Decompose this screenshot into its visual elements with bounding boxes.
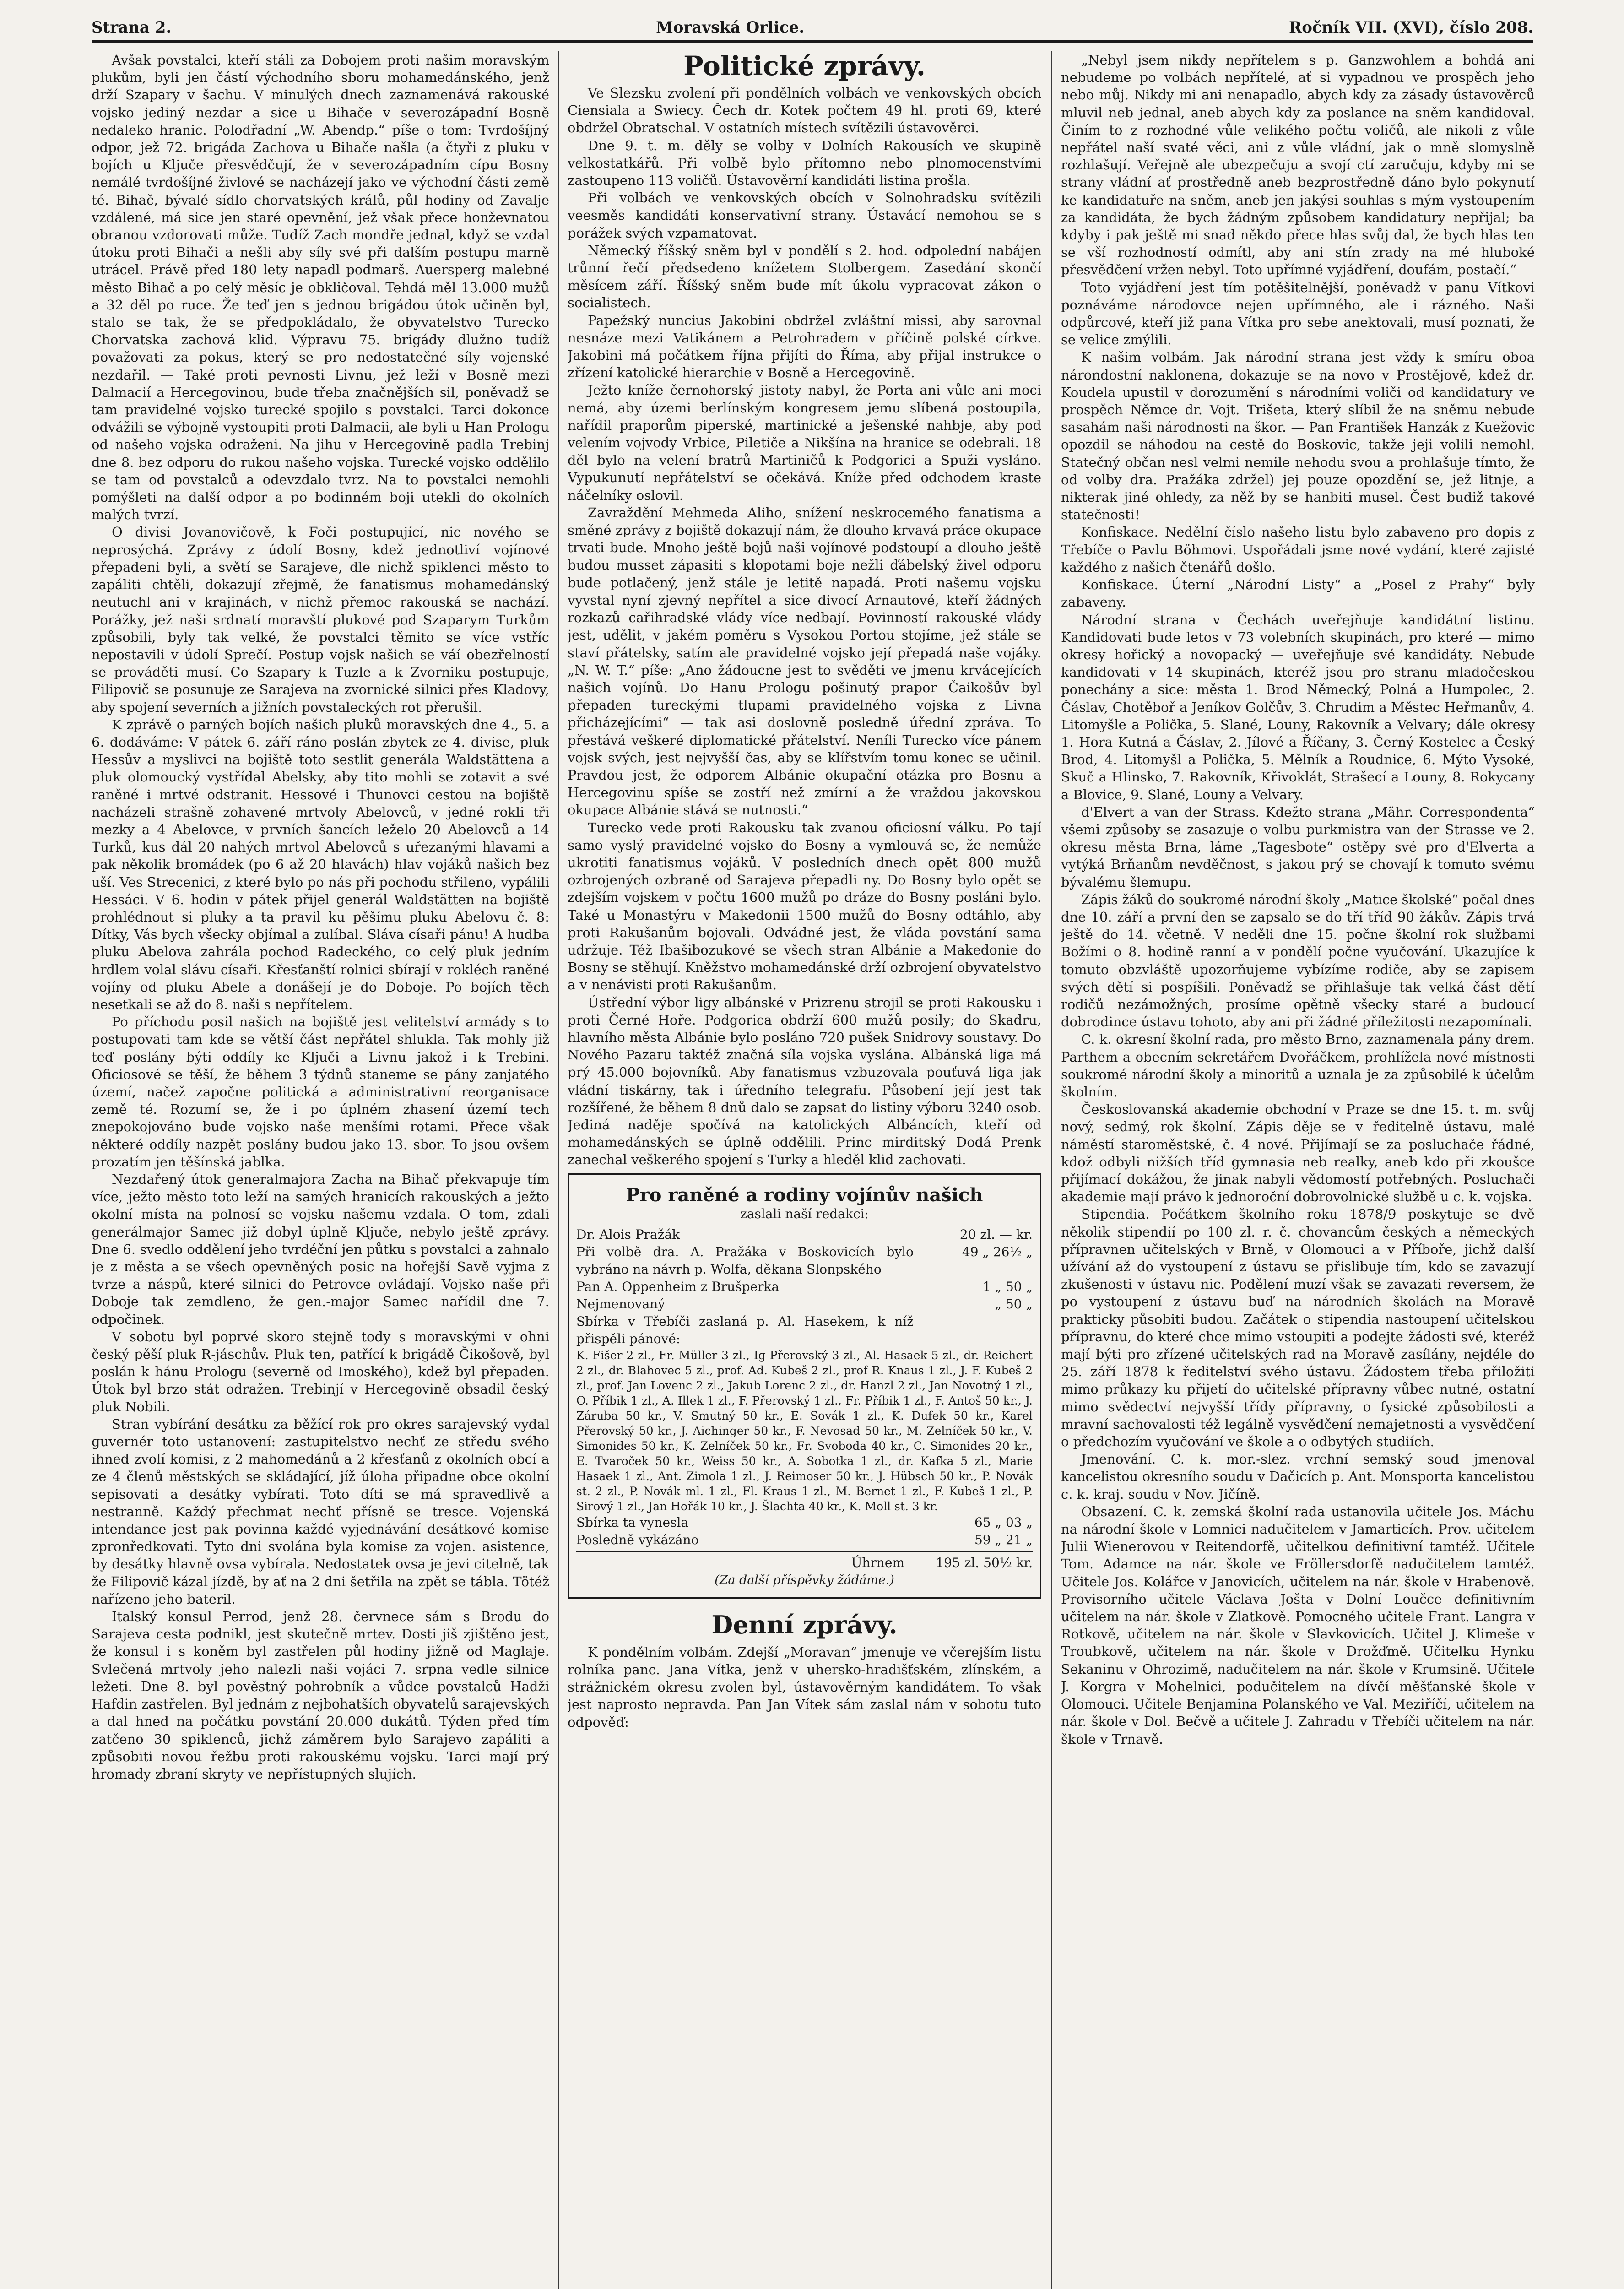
donor-name: Při volbě dra. A. Pražáka v Boskovicích bylo vybráno na návrh p. Wolfa, děkana Slonpského bbox=[576, 1244, 914, 1277]
article-paragraph: Německý říšský sněm byl v pondělí s 2. hod. odpolední nabájen trůnní řečí předsedeno knížetem Stolbergem. Zasedání skončí měsícem září. Říšský sněm bude mít úkolu vypracovat zákon o socialistech. bbox=[568, 242, 1041, 311]
donation-row bbox=[576, 1278, 1033, 1296]
donor-name: Pan A. Oppenheim z Brušperka bbox=[576, 1279, 780, 1294]
donation-amount bbox=[914, 1313, 1033, 1348]
issue-info: Ročník VII. (XVI), číslo 208. bbox=[1288, 18, 1533, 37]
article-paragraph: Jmenování. C. k. mor.-slez. vrchní semský soud jmenoval kancelistou okresního soudu v Dačicích p. Ant. Monsporta kancelistou c. k. kraj. soudu v Nov. Jičíně. bbox=[1061, 1451, 1535, 1502]
contributors-list: K. Fišer 2 zl., Fr. Müller 3 zl., Ig Přerovský 3 zl., Al. Hasaek 5 zl., dr. Reichert 2 zl., dr. Blahovec 5 zl., prof. Ad. Kubeš 2 zl., prof R. Knaus 1 zl., J. F. Kubeš 2 zl., prof. Jan Lovenc 2 zl., Jakub Lorenc 2 zl., dr. Hanzl 2 zl., Jan Novotný 1 zl., O. Příbik 1 zl., A. Illek 1 zl., F. Přerovský 1 zl., Fr. Příbik 1 zl., F. Antoš 50 kr., J. Záruba 50 kr., V. Smutný 50 kr., E. Sovák 1 zl., K. Dufek 50 kr., Karel Přerovský 50 kr., J. Aichinger 50 kr., F. Nevosad 50 kr., M. Zelníček 50 kr., V. Simonides 50 kr., K. Zelníček 50 kr., Fr. Svoboda 40 kr., C. Simonides 20 kr., E. Tvaroček 50 kr., Weiss 50 kr., A. Sobotka 1 zl., dr. Kafka 5 zl., Marie Hasaek 1 zl., Ant. Zimola 1 zl., J. Reimoser 50 kr., J. Hübsch 50 kr., P. Novák st. 2 zl., P. Novák ml. 1 zl., Fl. Kraus 1 zl., M. Bernet 1 zl., F. Kubeš 1 zl., P. Sirový 1 zl., Jan Hořák 10 kr., J. Šlachta 40 kr., K. Moll st. 3 kr. bbox=[576, 1348, 1033, 1513]
column-1 bbox=[92, 51, 549, 2289]
article-paragraph: Turecko vede proti Rakousku tak zvanou oficiosní válku. Po tají samo vyslý pravidelné vojsko do Bosny a vymlouvá se, že nemůže ukrotiti fanatismus vojáků. V posledních dnech opět 800 mužů ozbrojených ozbraně od Sarajeva přepadli ny. Do Bosny bylo opět se zdejším vojskem v počtu 1600 mužů po dráze do Bosny posláni bylo. Také u Monastýru v Makedonii 1500 mužů do Bosny odtáhlo, aby proti Rakušanům bojovali. Odvádné jest, že vláda povstání sama udržuje. Též Ibašibozukové se všech stran Albánie a Makedonie do Bosny se stěhují. Kněžstvo mohamedánské drží ozbrojení obyvatelstvo a v nenávisti proti Rakušanům. bbox=[568, 819, 1041, 993]
article-paragraph: Zápis žáků do soukromé národní školy „Matice školské“ počal dnes dne 10. září a první den se zapsalo se do tří tříd 90 žákův. Zápis trvá ještě do 14. včetně. V neděli dne 15. počne školní rok službami Božími o 8. hodině ranní a v pondělí počne vyučování. Ukazujíce k tomuto obzvláště upozorňujeme vybízíme rodiče, aby se zapisem svých dětí si pospíšili. Poněvadž se přihlašuje tak velká část dětí rodičů nezámožných, prosíme opětně všecky staré a budoucí dobrodince ústavu tohoto, aby ani při žádné příležitosti nezapomínali. bbox=[1061, 891, 1535, 1030]
subtotal-label: Sbírka ta vynesla bbox=[576, 1514, 689, 1530]
newspaper-title: Moravská Orlice. bbox=[656, 18, 805, 37]
previous-label: Posledně vykázáno bbox=[576, 1532, 699, 1547]
article-paragraph: K zprávě o parných bojích našich pluků moravských dne 4., 5. a 6. dodáváme: V pátek 6. září ráno poslán zbytek ze 4. divise, pluk Hessův a myslivci na bojiště toto sestlit generála Waldstättena a pluk olomoucký vystřídal Abelsky, aby tito mohli se zotavit a své raněné i mrtvé odstranit. Hessové i Thunovci cestou na bojiště nacházeli strašně zohavené mrtvoly Abelovců, v jedné rokli tři mezky a 4 Abelovce, v prvních šancích leželo 20 Abelovců a 14 Turků, kus dál 20 nahých mrtvol Abelovců s uřezanými hlavami a pak několik bromádek (po 6 až 20 hlavách) hlav vojáků našich bez uší. Ves Strecenici, z které bylo po nás při pochodu střileno, vypálili Hessáci. V 6. hodin v pátek přijel generál Waldstätten na bojiště prohlédnout si pluky a ta pravil ku pěšímu pluku Abelovu č. 8: Dítky, Vás bych všecky objímal a zulíbal. Sláva císaři pánu! A hudba pluku Abelova zahrála pochod Radeckého, co celý pluk jedním hrdlem volal slávu císaři. Křesťanští rolnici sbírají v rokléch raněné vojíny od pluku Abele a donášejí je do Doboje. Po bojích těch nesetkali se až do 8. naši s nepřítelem. bbox=[92, 716, 549, 1012]
donation-row bbox=[576, 1243, 1033, 1278]
donation-amount: 20 zl. — kr. bbox=[959, 1226, 1033, 1242]
article-paragraph: Ve Slezsku zvolení při pondělních volbách ve venkovských obcích Ciensiala a Swiecy. Čech dr. Kotek počtem 49 hl. proti 69, které obdržel Obratschal. V ostatních místech svítězili ústavověrci. bbox=[568, 85, 1041, 136]
donations-subtitle: zaslali naší redakci: bbox=[740, 1206, 869, 1221]
column-3 bbox=[1061, 51, 1535, 2289]
article-paragraph: „Nebyl jsem nikdy nepřítelem s p. Ganzwohlem a bohdá ani nebudeme po volbách nepřítelé, ať si vypadnou ve prospěch jeho nebo můj. Nikdy mi ani nenapadlo, abych kdy za zásady ústavověrců mluvil neb jednal, aneb abych kdy za poslance na sněm kandidoval. Činím to z rozhodné vůle velikého počtu voličů, ale nikoli z vůle nepřátel naší svaté věci, ani z vůle vládní, jak o mně slomyslně rozhlašují. Veřejně ale ubezpečuju a svojí ctí zaručuju, kdyby mi se strany vládní ať prostředně aneb bezprostředně dáno bylo pokynutí ke kandidatuře na sněm, aneb jen jakýsi souhlas s mým vystoupením za kandidáta, že bych žádným způsobem kandidatury nepřijal; ba kdyby i pak ještě mi snad někdo přece hlas svůj dal, že bych hlas ten se vší rozhodností odmítl, aby ani stín zrady na mé hluboké přesvědčení vržen nebyl. Toto upřímné vyjádření, doufám, postačí.“ bbox=[1061, 52, 1535, 278]
article-paragraph: K pondělním volbám. Zdejší „Moravan“ jmenuje ve včerejším listu rolníka panc. Jana Vítka, jenž v uhersko-hradišťském, zlínském, a strážnickém okresu zvolen byl, ústavověrným kandidátem. To však jest naprosto nepravda. Pan Jan Vítek sám zaslal nám v sobotu tuto odpověď: bbox=[568, 1644, 1041, 1730]
donation-row bbox=[576, 1296, 1033, 1313]
previous-amount: 59 „ 21 „ bbox=[974, 1532, 1033, 1547]
article-paragraph: d'Elvert a van der Strass. Kdežto strana „Mähr. Correspondenta“ všemi způsoby se zasazuje o volbu purkmistra van der Strasse ve 2. okresu města Brna, láme „Tagesbote“ ostěpy své pro d'Elverta a vytýká Brňanům nevděčnost, s jakou prý se chovají k tomuto svému bývalému šlemupu. bbox=[1061, 804, 1535, 890]
section-heading-politics: Politické zprávy. bbox=[683, 51, 926, 81]
total-amount: 195 zl. 50½ kr. bbox=[936, 1555, 1033, 1570]
article-paragraph: Českoslovanská akademie obchodní v Praze se dne 15. t. m. svůj nový, sedmý, rok školní. Zápis děje se v ředitelně ústavu, malé náměstí staroměstské, č. 4 nové. Přijímají se za posluchače řádné, kdož odbyli nižších tříd gymnasia neb realky, aneb kdo při zkoušce přijímací dokážou, že jinak nabyli vědomostí potřebných. Posluchači akademie mají právo k jednoroční dobrovolnické službě u c. k. vojska. bbox=[1061, 1101, 1535, 1205]
article-paragraph: Avšak povstalci, kteří stáli za Dobojem proti našim moravským plukům, byli jen částí východního sboru mohamedánského, jenž drží Szapary v šachu. V minulých dnech zaznamenává rakouské vojsko jediný nezdar a sice u Bihače v severozápadní Bosně nedaleko hranic. Polodřadní „W. Abendp.“ píše o tom: Tvrdošíjný odpor, jež 72. brigáda Zachova u Bihače našla (a čtyři z pluku v bojích u Ključe přesvědčují, že v severozápadním cípu Bosny nemálé tvrdošíjné živlové se nacházejí jako ve východní části země té. Bihač, bývalé sídlo chorvatských králů, půl hodiny od Zavalje vzdálené, má sice jen staré opevnění, jež však přece honževnatou obranou vzdorovati může. Tudíž Zach mondře jednal, když se vzdal útoku proti Bihači a nešli aby síly své při dalším postupu marně utrácel. Právě před 180 lety napadl podmarš. Auersperg malebné město Bihač a po celý měsíc je obkličoval. Tehdá měl 13.000 mužů a 32 děl po ruce. Že teď jen s jednou brigádou útok učiněn byl, stalo se tak, že se předpokládalo, že obyvatelstvo Turecko Chorvatska zachová klid. Výpravu 75. brigády dlužno tudíž považovati za pokus, který se pro nedostatečné síly vojenské nezdařil. — Také proti pevnosti Livnu, jež leží v Bosně mezi Dalmacií a Hercegovinou, bude třeba značnějších sil, poněvadž se tam pravidelné vojsko turecké spojilo s povstalci. Tarci dokonce odvážili se výbojně vystoupiti proti Dalmacii, ale byli u Han Prologu od našeho vojska odraženi. Na jihu v Hercegovině padla Trebinj dne 8. bez odporu do rukou našeho vojska. Turecké vojsko oddělilo se tam od povstalců a odevzdalo tvrz. Na to povstalci nemohli pomýšleti na další odpor a po bodinném boji utekli do okolních malých tvrzí. bbox=[92, 52, 549, 523]
subtotal-amount: 65 „ 03 „ bbox=[974, 1514, 1033, 1530]
article-paragraph: Po příchodu posil našich na bojiště jest velitelství armády s to postupovati tam kde se větší část nepřátel shlukla. Tak mohly již teď poslány býti oddíly ke Ključi a Livnu jakož i k Trebini. Oficiosové se těší, že během 3 týdnů staneme se pány zanjatého území, načež započne politická a administrativní reorganisace země té. Rozumí se, že i po úplném zhasení území tech znepokojováno bude vojsko naše menšími rotami. Přece však některé oddíly nazpět poslány budou jako 13. sbor. To jsou ovšem prozatím jen těšínská jablka. bbox=[92, 1014, 549, 1170]
donations-note: (Za další příspěvky žádáme.) bbox=[715, 1573, 894, 1587]
donations-box bbox=[568, 1173, 1041, 1599]
article-paragraph: Dne 9. t. m. děly se volby v Dolních Rakousích ve skupině velkostatkářů. Při volbě bylo přítomno nebo plnomocenstvími zastoupeno 113 voličů. Ústavověrní kandidáti listina prošla. bbox=[568, 137, 1041, 189]
article-paragraph: O divisi Jovanovičově, k Foči postupující, nic nového se neprosýchá. Zprávy z údolí Bosny, kdež jednotliví vojínové přepadeni byli, a světí se Sarajeve, dle nichž spiklenci město to zapáliti chtěli, dokazují zřejmě, že fanatismus mohamedánský neutuchl ani v krajinách, v nichž přemoc rakouská se nachází. Porážky, jež naši srdnatí moravští plukové pod Szaparym Turkům způsobili, byly tak velké, že povstalci těmito se více vstříc nepostavili v údolí Sprečí. Postup vojsk našich se váí obezřelností se prováděti musí. Co Szapary k Tuzle a k Zvorniku postupuje, Filipovič se posunuje ze Sarajeva na zvornické silnici přes Kladovy, aby spojení severních a jižních povstaleckých rot přerušil. bbox=[92, 524, 549, 715]
section-heading-daily-news: Denní zprávy. bbox=[711, 1610, 898, 1639]
donation-amount: 1 „ 50 „ bbox=[982, 1279, 1033, 1294]
donation-previous bbox=[576, 1531, 1033, 1549]
donation-row bbox=[576, 1313, 1033, 1348]
article-paragraph: Papežský nuncius Jakobini obdržel zvláštní missi, aby sarovnal nesnáze mezi Vatikánem a Petrohradem v příčině polské církve. Jakobini má počátkem října přijíti do Říma, aby přijal instrukce o zřízení katolické hierarchie v Bosně a Hercegovině. bbox=[568, 312, 1041, 381]
donation-amount: „ 50 „ bbox=[995, 1296, 1033, 1312]
page-number: Strana 2. bbox=[92, 18, 172, 37]
article-paragraph: Konfiskace. Nedělní číslo našeho listu bylo zabaveno pro dopis z Třebíče o Pavlu Böhmovi. Uspořádali jsme nové vydání, které zajisté každého z našich čtenářů došlo. bbox=[1061, 524, 1535, 575]
article-paragraph: K našim volbám. Jak národní strana jest vždy k smíru oboa nárondostní naklonena, dokazuje se na novo v Prostějově, kdež dr. Koudela upustil v dorozumění s národními voliči od kandidatury ve prospěch Němce dr. Vojt. Trišeta, který slíbil že na sněmu nebude sasahám naši národnosti na škor. — Pan František Hanzák z Kuežovic opozdil se náhodou na cestě do Boskovic, takže jeji volili nemohl. Statečný občan nesl velmi nemile nehodu svou a prohlašuje tímto, že od volby dra. Pražáka zdržel) jej pouze opozdění se, jež litnje, a nikterak jiné ohledy, za něž by se hanbiti musel. Čest budiž takové statečnosti! bbox=[1061, 349, 1535, 523]
masthead bbox=[92, 17, 1533, 43]
article-paragraph: V sobotu byl poprvé skoro stejně tody s moravskými v ohni český pěší pluk R-jáschův. Pluk ten, patřící k brigádě Čikošově, byl poslán k hánu Prologu (severně od Imoského), kdež byl přepaden. Útok byl brzo stát odražen. Trebinjí v Hercegovině obsadil český pluk Nobili. bbox=[92, 1329, 549, 1415]
article-paragraph: Ježto kníže černohorský jistoty nabyl, že Porta ani vůle ani moci nemá, aby územi berlínským kongresem jemu slíbená postoupila, nařídil praporům piperské, martinické a ješenské nahbje, aby pod velením vojvody Vrbice, Piletiče a Nikšína na hranice se odebrali. 18 děl bylo na velení bratrů Martiničů k Podgorici a Spuži vysláno. Vypukunutí nepřátelství se očekává. Kníže před odchodem kraste náčelníky oslovil. bbox=[568, 382, 1041, 503]
article-paragraph: Stipendia. Počátkem školního roku 1878/9 poskytuje se dvě několik stipendií po 100 zl. r. č. chovancům českých a německých přípravnen učitelských v Brně, v Olomouci a v Příboře, jichž další užívání až do vystoupení z ústavu se přislibuje tím, kdo se zavazují zkušenosti v ústavu nic. Podělení muzí však se zavazati reversem, že po vystoupení z ústavu buď na národních školách na Moravě prakticky působiti budou. Začátek o stipendia nastoupení učitelskou přípravnu, do které chce mimo vstoupiti a podejte žádosti své, kteréž mají býti pro zřízené učitelských rad na Moravě zasílány, nejdéle do 25. září 1878 k ředitelství svého ústavu. Žádostem třeba přiložiti mimo průkazy ku přijetí do učitelské přípravny vůbec nutné, ostatní mimo svědectví nejvyšší třídy přípravny, o fysické způsobilosti a mravní sachovalosti též legálně vysvědčení nemajetnosti a vysvědčení o předchozím vyučování ve škole a o odbytých studiích. bbox=[1061, 1206, 1535, 1450]
article-paragraph: Národní strana v Čechách uveřejňuje kandidátní listinu. Kandidovati bude letos v 73 volebních skupinách, pro které — mimo okresy hořický a novopacký — uveřejňuje své kandidáty. Nebude kandidovati v 14 skupinách, kteréž jsou pro stranu mladočeskou ponechány a sice: města 1. Brod Německý, Polná a Humpolec, 2. Čáslav, Chotěboř a Jeníkov Golčův, 3. Chrudim a Městec Heřmanův, 4. Litomyšle a Polička, 5. Slané, Louny, Rakovník a Velvary; dále okresy 1. Hora Kutná a Čáslav, 2. Jílové a Říčany, 3. Černý Kostelec a Český Brod, 4. Litomyšl a Polička, 5. Mělník a Roudnice, 6. Mýto Vysoké, Skuč a Hlinsko, 7. Rakovník, Křivoklát, Strašecí a Louny, 8. Rokycany a Blovice, 9. Slané, Louny a Velvary. bbox=[1061, 612, 1535, 803]
donations-title: Pro raněné a rodiny vojínův našich bbox=[626, 1184, 983, 1206]
column-divider-left bbox=[558, 51, 559, 2289]
article-paragraph: C. k. okresní školní rada, pro město Brno, zaznamenala pány drem. Parthem a obecním sekretářem Dvořáčkem, prohlížela nové místnosti soukromé národní školy a minoritů a uznala je za způsobilé k účelům školním. bbox=[1061, 1031, 1535, 1100]
article-paragraph: Nezdařený útok generalmajora Zacha na Bihač překvapuje tím více, ježto město toto leží na samých hranicích rakouských a ježto okolní místa na polnosí se vojsku našemu vzdala. O tom, zdali generálmajor Samec již dobyl úplně Ključe, nebylo ještě zprávy. Dne 6. svedlo oddělení jeho tvrdéční jen půtku s povstalci a zahnalo je z města a se všech opevněných posic na hořejší Savě vyjma z tvrze a náspů, které silnici do Petrovce ovládají. Vojsko naše při Doboje tak zemdleno, že gen.-major Samec nařídil dne 7. odpočinek. bbox=[92, 1172, 549, 1327]
donation-subtotal bbox=[576, 1514, 1033, 1531]
donor-name: Sbírka v Třebíči zaslaná p. Al. Hasekem, k níž přispěli pánové: bbox=[576, 1313, 914, 1346]
donor-name: Nejmenovaný bbox=[576, 1296, 666, 1312]
article-paragraph: Konfiskace. Úterní „Národní Listy“ a „Posel z Prahy“ byly zabaveny. bbox=[1061, 577, 1535, 610]
donation-row bbox=[576, 1226, 1033, 1243]
donation-amount: 49 „ 26½ „ bbox=[962, 1244, 1033, 1259]
article-paragraph: Toto vyjádření jest tím potěšitelnější, poněvadž v panu Vítkovi poznáváme národovce nejen upřímného, ale i rázného. Naši odpůrcové, kteří již pana Vítka pro sebe anektovali, musí poznati, že se velice zmýlili. bbox=[1061, 279, 1535, 348]
column-divider-right bbox=[1051, 51, 1052, 2289]
donor-name: Dr. Alois Pražák bbox=[576, 1226, 680, 1242]
article-paragraph: Při volbách ve venkovských obcích v Solnohradsku svítězili veesměs kandidáti konservativní strany. Ústavácí nemohou se s porážek svých vzpamatovat. bbox=[568, 190, 1041, 241]
column-2 bbox=[568, 51, 1041, 2289]
total-label: Úhrnem bbox=[851, 1555, 904, 1570]
article-paragraph: Stran vybírání desátku za běžící rok pro okres sarajevský vydal guvernér toto ustanovení: zastupitelstvo nechť ze středu svého ihned zvolí komisi, z 2 mahomedánů a 2 křesťanů z okolních obcí a ze 4 členů městských se skládající, jíž úloha připadne obce okolní sepisovati a desátky vybírati. Toto díti se má spravedlivě a nestranně. Každý přechmat nechť přísně se tresce. Vojenská intendance jest pak povinna každé vyjednávání desátkové komise zpronředkovati. Tyto dni svolána byla komise za vojen. asistence, by desátky hlavně ovsa vybírala. Nedostatek ovsa je jevi citelně, tak že Filipovič kázal jízdě, by ať na 2 dni šetřila na zpět se tábla. Tötéž nařízeno jeho bateril. bbox=[92, 1416, 549, 1607]
article-paragraph: Italský konsul Perrod, jenž 28. červnece sám s Brodu do Sarajeva cesta podnikl, jest skutečně mrtev. Dosti jiš zjištěno jest, že konsul i s koněm byl zastřelen půl hodiny jižně od Maglaje. Svlečená mrtvoly jeho nalezli naši vojáci 7. srpna vedle silnice ležeti. Dne 8. byl pověstný pohrobník a vůdce povstalců Hadži Hafdin zastřelen. Byl jednám z nejbohatších obyvatelů sarajevských a dal hned na počátku povstání 20.000 dukátů. Týden před tím zatčeno 30 spiklenců, jichž záměrem bylo Sarajevo zapáliti a způsobiti novou řežbu proti rakouskému vojsku. Tarci mají prý hromady zbraní skryty ve nepřístupných slujích. bbox=[92, 1609, 549, 1782]
donation-total bbox=[576, 1551, 1033, 1572]
article-paragraph: Zavraždění Mehmeda Aliho, snížení neskrocemého fanatisma a směné zprávy z bojiště dokazují nám, že dlouho krvavá práce okupace trvati bude. Mnoho ještě bojů naši vojínové podstoupí a dlouho ještě budou musset zápasiti s klopotami boje nežli ďábelský živel odporu bude potlačený, jenž stále je letitě napadá. Proti našemu vojsku vyvstal nyní zjevný nepřítel a sice divocí Arnautové, kteří žádných rozkazů cařihradské vlády více nedbají. Povinností rakouské vlády jest, udělit, v jakém poměru s Vysokou Portou stojíme, jež stále se staví přátelsky, satím ale pravidelné vojsko její přepadá naše vojáky. „N. W. T.“ píše: „Ano žádoucne jest to svěděti ve jmenu krvácejících našich vojínů. Do Hanu Prologu pošinutý prapor Čaikošův byl přepaden tureckými tlupami pravidelného vojska z Livna přicházejícími“ — tak asi doslovně posledně úřední zpráva. To přestává veškeré diplomatické přátelství. Neníli Turecko více pánem vojsk svých, jest nejvyšší čas, aby se klířstvím tomu konec se učinil. Pravdou jest, že odporem Albánie okupační otázka pro Bosnu a Hercegovinu spíše se zostří než zmírní a že vraždou jakovskou okupace Albánie stává se nutnosti.“ bbox=[568, 504, 1041, 818]
article-paragraph: Obsazení. C. k. zemská školní rada ustanovila učitele Jos. Máchu na národní škole v Lomnici nadučitelem v Jamarticích. Prov. učitelem Julii Wienerovou v Reitendorfě, učitelkou definitivní tamtéž. Učitele Tom. Adamce na nár. škole ve Fröllersdorfě nadučitelem tamtéž. Učitele Jos. Kolářce v Janovicích, učitelem na nár. škole v Hrabenově. Provisorního učitele Václava Jošta v Dolní Loučce definitivním učitelem na nár. škole v Zlatkově. Pomocného učitele Frant. Langra v Rotkově, učitelem na nár. škole v Slavkovicích. Učitel J. Klimeše v Troubkově, učitelem na nár. škole v Drožďmě. Učitelku Hynku Sekaninu v Ohrozimě, nadučitelem na nár. škole v Krumsině. Učitele J. Korgra v Mohelnici, podučitelem na dívčí měšťanské škole v Olomouci. Učitele Benjamina Polanského ve Val. Meziříčí, učitelem na nár. škole v Dol. Bečvě a učitele J. Zahradu v Třebíči učitelem na nár. škole v Trnavě. bbox=[1061, 1503, 1535, 1747]
article-paragraph: Ústřední výbor ligy albánské v Prizrenu strojil se proti Rakousku i proti Černé Hoře. Podgorica obdrží 600 mužů posily; do Skadru, hlavního města Albánie bylo posláno 720 pušek Snidrovy soustavy. Do Nového Pazaru taktéž značná síla vojska vyslána. Albánská liga má prý 45.000 bojovníků. Aby fanatismus vzbuzovala pouťuvá liga jak vládní tiskárny, tak i úředního telegrafu. Působení její jest tak rozšířené, že během 8 dnů dalo se zapsat do listiny výboru 3240 osob. Jediná naděje spočívá na katolických Albáncích, kteří od mohamedánských se úplně oddělili. Princ mirditský Dodá Prenk zanechal veškerého spojení s Turky a hleděl klid zachovati. bbox=[568, 994, 1041, 1168]
